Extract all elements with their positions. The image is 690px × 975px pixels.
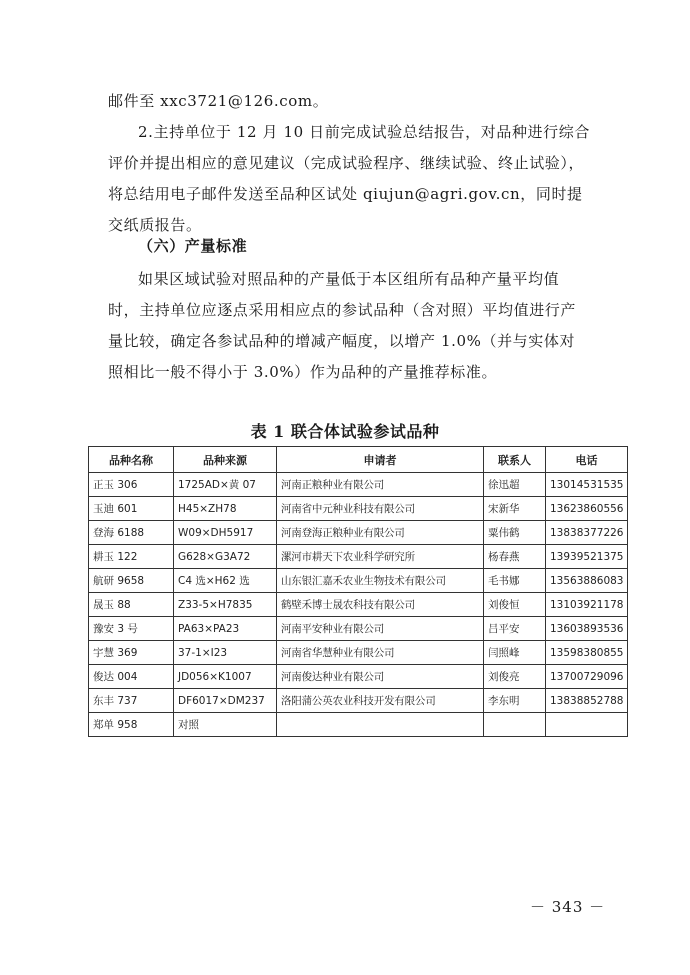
applicant-cell: 河南俊达种业有限公司 bbox=[277, 665, 484, 689]
phone-cell: 13603893536 bbox=[546, 617, 628, 641]
variety-name-cell: 玉迪 601 bbox=[89, 497, 174, 521]
variety-source-cell: JD056×K1007 bbox=[174, 665, 277, 689]
variety-source-cell: 1725AD×黄 07 bbox=[174, 473, 277, 497]
text-line: 照相比一般不得小于 3.0%）作为品种的产量推荐标准。 bbox=[108, 363, 498, 381]
applicant-cell: 鹤壁禾博士晟农科技有限公司 bbox=[277, 593, 484, 617]
variety-name-cell: 耕玉 122 bbox=[89, 545, 174, 569]
table-row bbox=[89, 545, 628, 569]
text-line: 评价并提出相应的意见建议（完成试验程序、继续试验、终止试验）， bbox=[108, 154, 585, 172]
variety-name-cell: 宇慧 369 bbox=[89, 641, 174, 665]
variety-source-cell: 对照 bbox=[174, 713, 277, 737]
variety-source-cell: H45×ZH78 bbox=[174, 497, 277, 521]
contact-person-cell: 李东明 bbox=[484, 689, 546, 713]
table-header-row bbox=[89, 447, 628, 473]
applicant-cell: 河南登海正粮种业有限公司 bbox=[277, 521, 484, 545]
text-line: 时，主持单位应逐点采用相应点的参试品种（含对照）平均值进行产 bbox=[108, 301, 577, 319]
text-line: 2.主持单位于 12 月 10 日前完成试验总结报告，对品种进行综合 bbox=[138, 123, 590, 141]
column-header: 电话 bbox=[546, 447, 628, 473]
variety-name-cell: 登海 6188 bbox=[89, 521, 174, 545]
variety-source-cell: W09×DH5917 bbox=[174, 521, 277, 545]
email-line: 邮件至 xxc3721@126.com。 bbox=[108, 92, 329, 110]
phone-cell: 13563886083 bbox=[546, 569, 628, 593]
variety-name-cell: 郑单 958 bbox=[89, 713, 174, 737]
column-header: 申请者 bbox=[277, 447, 484, 473]
table-row bbox=[89, 713, 628, 737]
variety-name-cell: 正玉 306 bbox=[89, 473, 174, 497]
table-row bbox=[89, 521, 628, 545]
table-row bbox=[89, 593, 628, 617]
table-row bbox=[89, 617, 628, 641]
contact-person-cell bbox=[484, 713, 546, 737]
variety-source-cell: C4 选×H62 选 bbox=[174, 569, 277, 593]
phone-cell: 13598380855 bbox=[546, 641, 628, 665]
applicant-cell: 漯河市耕天下农业科学研究所 bbox=[277, 545, 484, 569]
section-heading: （六）产量标准 bbox=[138, 237, 248, 255]
applicant-cell: 河南省华慧种业有限公司 bbox=[277, 641, 484, 665]
variety-source-cell: PA63×PA23 bbox=[174, 617, 277, 641]
table-title: 表 1 联合体试验参试品种 bbox=[250, 422, 440, 441]
phone-cell: 13700729096 bbox=[546, 665, 628, 689]
variety-name-cell: 航研 9658 bbox=[89, 569, 174, 593]
applicant-cell: 河南平安种业有限公司 bbox=[277, 617, 484, 641]
column-header: 联系人 bbox=[484, 447, 546, 473]
table-row bbox=[89, 665, 628, 689]
text-line: 量比较，确定各参试品种的增减产幅度，以增产 1.0%（并与实体对 bbox=[108, 332, 576, 350]
applicant-cell: 河南省中元种业科技有限公司 bbox=[277, 497, 484, 521]
phone-cell: 13838377226 bbox=[546, 521, 628, 545]
column-header: 品种来源 bbox=[174, 447, 277, 473]
yield-standard-paragraph bbox=[108, 264, 588, 388]
applicant-cell bbox=[277, 713, 484, 737]
variety-table bbox=[88, 446, 628, 737]
column-header: 品种名称 bbox=[89, 447, 174, 473]
contact-person-cell: 宋新华 bbox=[484, 497, 546, 521]
table-body bbox=[89, 473, 628, 737]
table-row bbox=[89, 641, 628, 665]
phone-cell bbox=[546, 713, 628, 737]
contact-person-cell: 粟伟鹤 bbox=[484, 521, 546, 545]
phone-cell: 13838852788 bbox=[546, 689, 628, 713]
applicant-cell: 山东银汇嘉禾农业生物技术有限公司 bbox=[277, 569, 484, 593]
variety-source-cell: G628×G3A72 bbox=[174, 545, 277, 569]
contact-person-cell: 徐迅超 bbox=[484, 473, 546, 497]
phone-cell: 13939521375 bbox=[546, 545, 628, 569]
summary-report-paragraph bbox=[108, 117, 588, 241]
text-line: 如果区域试验对照品种的产量低于本区组所有品种产量平均值 bbox=[138, 270, 560, 288]
phone-cell: 13623860556 bbox=[546, 497, 628, 521]
variety-name-cell: 东丰 737 bbox=[89, 689, 174, 713]
variety-source-cell: DF6017×DM237 bbox=[174, 689, 277, 713]
applicant-cell: 洛阳蒲公英农业科技开发有限公司 bbox=[277, 689, 484, 713]
variety-name-cell: 俊达 004 bbox=[89, 665, 174, 689]
text-line: 交纸质报告。 bbox=[108, 216, 202, 234]
contact-person-cell: 杨春燕 bbox=[484, 545, 546, 569]
table-row bbox=[89, 689, 628, 713]
table-row bbox=[89, 473, 628, 497]
text-line: 将总结用电子邮件发送至品种区试处 qiujun@agri.gov.cn，同时提 bbox=[108, 185, 583, 203]
table-row bbox=[89, 497, 628, 521]
page-number: － 343 － bbox=[530, 898, 606, 916]
contact-person-cell: 刘俊恒 bbox=[484, 593, 546, 617]
variety-name-cell: 豫安 3 号 bbox=[89, 617, 174, 641]
contact-person-cell: 吕平安 bbox=[484, 617, 546, 641]
contact-person-cell: 毛书娜 bbox=[484, 569, 546, 593]
variety-name-cell: 晟玉 88 bbox=[89, 593, 174, 617]
applicant-cell: 河南正粮种业有限公司 bbox=[277, 473, 484, 497]
variety-source-cell: Z33-5×H7835 bbox=[174, 593, 277, 617]
contact-person-cell: 闫照峰 bbox=[484, 641, 546, 665]
table-row bbox=[89, 569, 628, 593]
contact-person-cell: 刘俊亮 bbox=[484, 665, 546, 689]
phone-cell: 13014531535 bbox=[546, 473, 628, 497]
phone-cell: 13103921178 bbox=[546, 593, 628, 617]
email-paragraph bbox=[108, 86, 588, 117]
variety-source-cell: 37-1×I23 bbox=[174, 641, 277, 665]
